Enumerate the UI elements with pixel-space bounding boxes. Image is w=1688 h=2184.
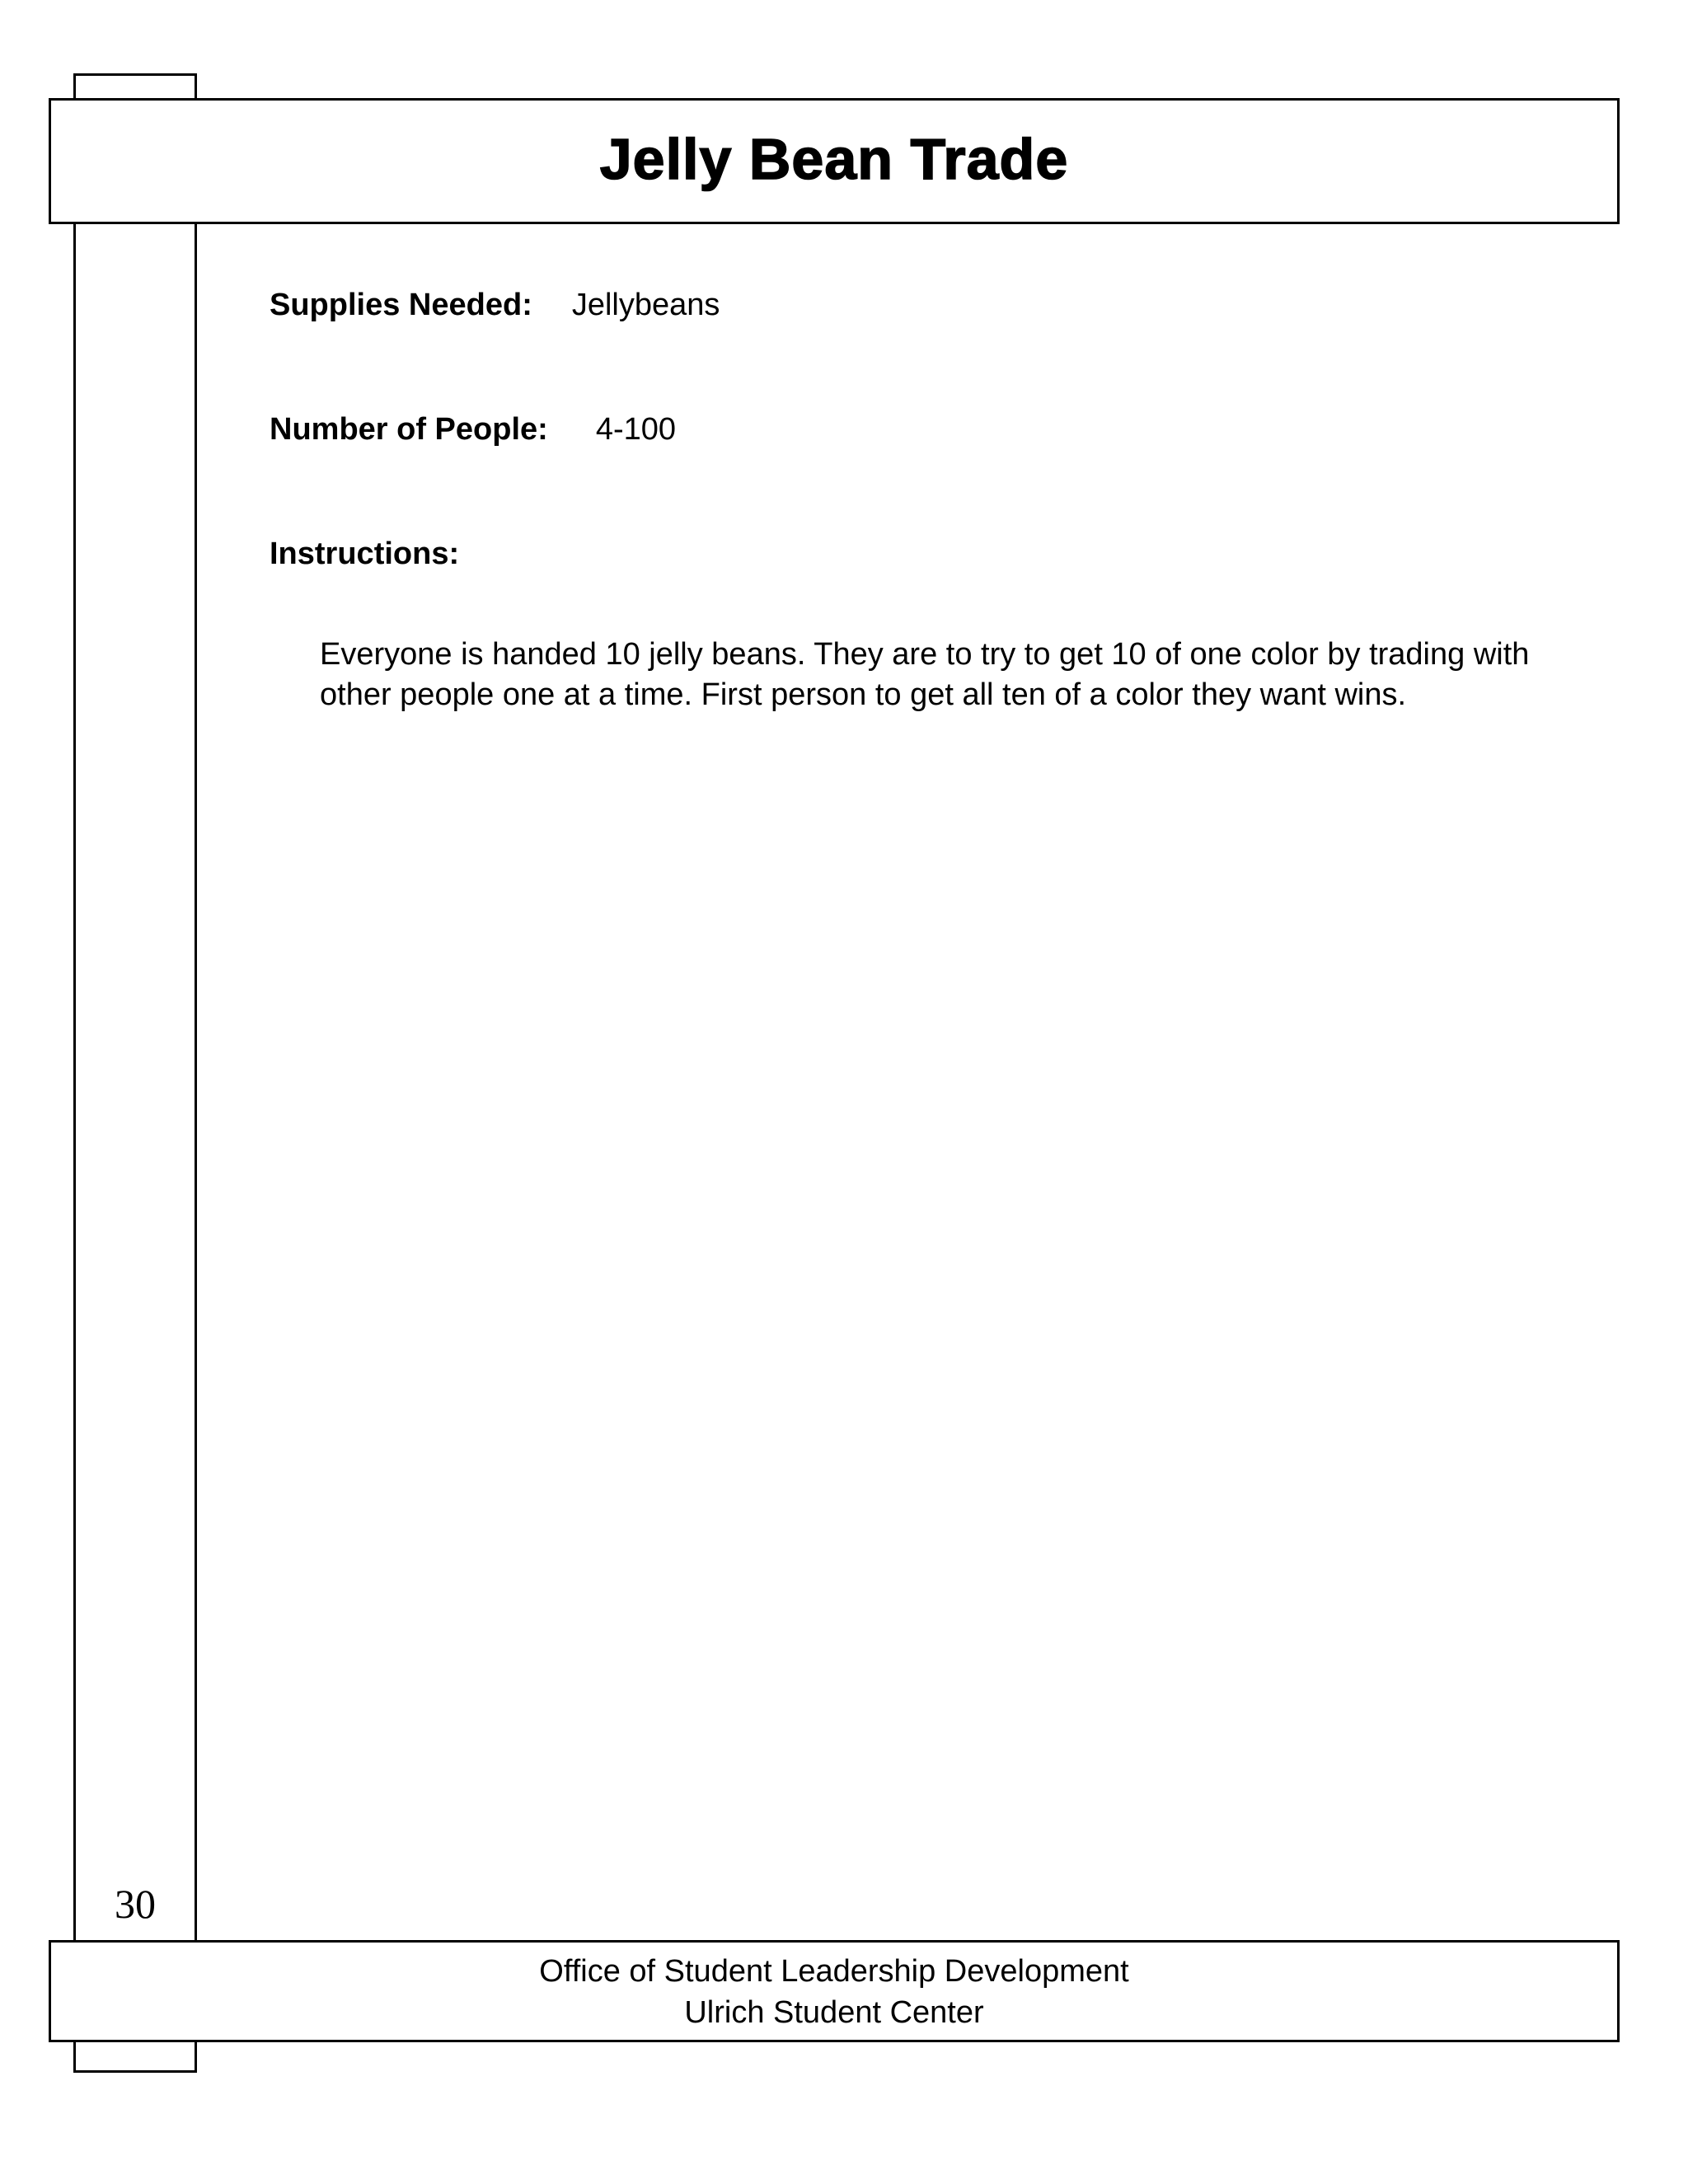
supplies-needed-label: Supplies Needed:	[270, 288, 532, 322]
number-of-people-field	[270, 411, 676, 448]
instructions-body: Everyone is handed 10 jelly beans. They are to try to get 10 of one color by trading with other people one at a time. First person to get all ten of a color they want wins.	[320, 637, 1530, 712]
footer-office-name: Office of Student Leadership Development	[539, 1954, 1129, 1989]
supplies-needed-value: Jellybeans	[571, 288, 720, 322]
footer-location: Ulrich Student Center	[684, 1995, 984, 2030]
number-of-people-label: Number of People:	[270, 412, 548, 447]
title-box	[49, 98, 1620, 224]
footer-box	[49, 1940, 1620, 2042]
instructions-label: Instructions:	[270, 537, 460, 571]
instructions-heading-field	[270, 536, 459, 572]
supplies-needed-field	[270, 287, 720, 323]
side-bar-frame	[73, 73, 197, 2073]
page-title: Jelly Bean Trade	[599, 126, 1069, 191]
page-number: 30	[115, 1881, 156, 1927]
number-of-people-value: 4-100	[595, 412, 677, 447]
